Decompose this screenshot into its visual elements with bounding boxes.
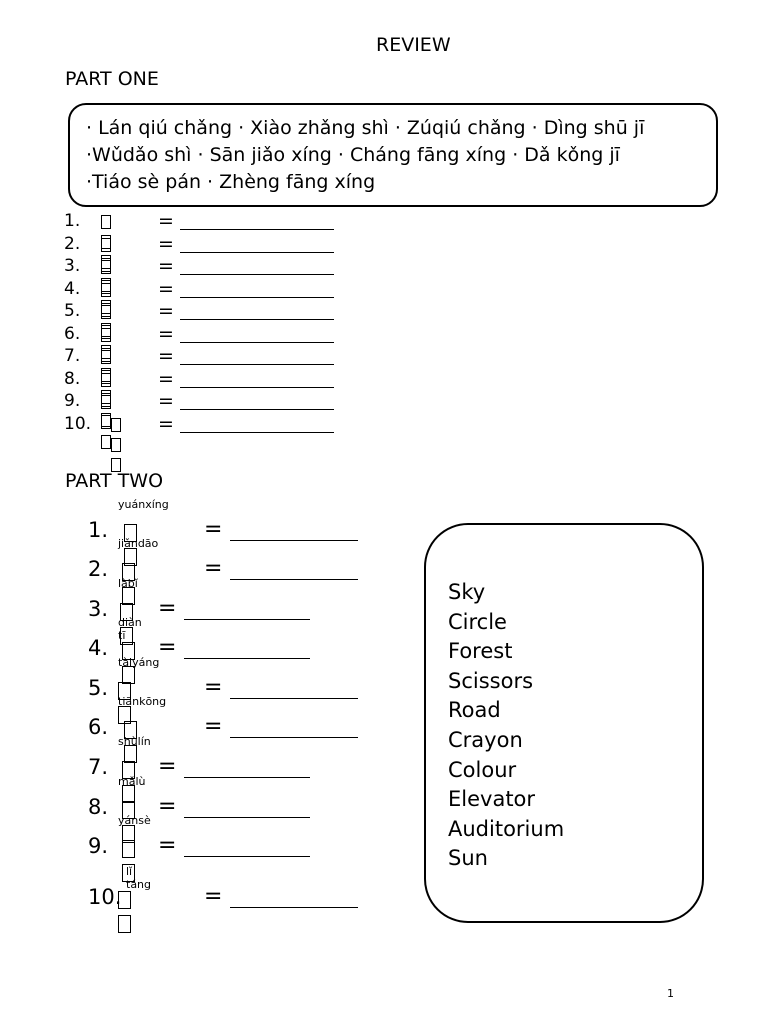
missing-glyph-icon [101, 238, 111, 252]
equals-sign: = [158, 233, 174, 255]
missing-glyph-icon [122, 840, 135, 858]
answer-blank[interactable] [180, 409, 334, 410]
pinyin-label: diàn tī [118, 616, 142, 642]
question-number: 9. [64, 391, 81, 411]
equals-sign: = [158, 413, 174, 435]
chinese-characters [118, 887, 137, 935]
answer-blank[interactable] [180, 274, 334, 275]
chinese-characters [111, 415, 123, 475]
word-bank-item: Sun [448, 846, 488, 871]
question-number: 1. [88, 518, 109, 542]
word-bank-item: Sky [448, 580, 486, 604]
answer-blank[interactable] [180, 229, 334, 230]
answer-blank[interactable] [184, 817, 310, 818]
missing-glyph-icon [101, 435, 111, 449]
equals-sign: = [204, 556, 223, 581]
answer-blank[interactable] [180, 432, 334, 433]
word-bank-line: ·Wǔdǎo shì · Sān jiǎo xíng · Cháng fāng xíng · Dǎ kǒng jī [86, 144, 620, 166]
question-number: 7. [64, 346, 81, 366]
pinyin-label: yuánxíng [118, 498, 169, 511]
equals-sign: = [158, 210, 174, 232]
equals-sign: = [158, 635, 177, 660]
question-number: 8. [88, 795, 109, 819]
word-bank-item: Crayon [448, 728, 523, 752]
answer-blank[interactable] [180, 342, 334, 343]
pinyin-label: tiānkōng [118, 695, 167, 708]
missing-glyph-icon [101, 215, 111, 229]
equals-sign: = [158, 596, 177, 621]
equals-sign: = [158, 833, 177, 858]
question-number: 2. [88, 557, 109, 581]
question-number: 10. [64, 414, 92, 434]
missing-glyph-icon [111, 418, 121, 432]
equals-sign: = [158, 345, 174, 367]
pinyin-label: tàiyáng [118, 656, 160, 669]
equals-sign: = [204, 517, 223, 542]
answer-blank[interactable] [180, 387, 334, 388]
answer-blank[interactable] [230, 698, 358, 699]
question-number: 4. [64, 279, 81, 299]
missing-glyph-icon [101, 395, 111, 409]
answer-blank[interactable] [230, 907, 358, 908]
word-bank-item: Road [448, 698, 501, 723]
pinyin-label: jiǎndāo [118, 537, 159, 550]
answer-blank[interactable] [184, 856, 310, 857]
question-number: 6. [88, 715, 109, 739]
equals-sign: = [158, 390, 174, 412]
question-number: 4. [88, 636, 109, 660]
equals-sign: = [158, 794, 177, 819]
part-one-heading: PART ONE [65, 68, 159, 90]
equals-sign: = [204, 884, 223, 909]
equals-sign: = [158, 255, 174, 277]
equals-sign: = [158, 323, 174, 345]
pinyin-label: mǎlù [118, 775, 146, 788]
part-two-heading: PART TWO [65, 470, 164, 492]
equals-sign: = [158, 278, 174, 300]
answer-blank[interactable] [230, 540, 358, 541]
missing-glyph-icon [101, 283, 111, 297]
question-number: 3. [88, 597, 109, 621]
missing-glyph-icon [111, 438, 121, 452]
question-number: 1. [64, 211, 81, 231]
equals-sign: = [204, 714, 223, 739]
word-bank-item: Forest [448, 639, 513, 664]
question-number: 10. [88, 885, 122, 909]
word-bank-item: Circle [448, 609, 507, 634]
answer-blank[interactable] [180, 297, 334, 298]
missing-glyph-icon [101, 260, 111, 274]
missing-glyph-icon [101, 373, 111, 387]
question-number: 2. [64, 234, 81, 254]
page-title: REVIEW [376, 34, 451, 56]
word-bank-line: ·Tiáo sè pán · Zhèng fāng xíng [86, 171, 376, 193]
pinyin-label: làbǐ [118, 577, 138, 590]
missing-glyph-icon [101, 305, 111, 319]
question-number: 6. [64, 324, 81, 344]
answer-blank[interactable] [230, 737, 358, 738]
missing-glyph-icon [101, 415, 111, 429]
answer-blank[interactable] [184, 658, 310, 659]
answer-blank[interactable] [180, 364, 334, 365]
question-number: 8. [64, 369, 81, 389]
part-two-word-bank [424, 523, 704, 923]
missing-glyph-icon [118, 891, 131, 909]
question-number: 3. [64, 256, 81, 276]
word-bank-line: · Lán qiú chǎng · Xiào zhǎng shì · Zúqiú chǎng · Dìng shū jī [86, 117, 645, 139]
word-bank-item: Scissors [448, 668, 534, 693]
missing-glyph-icon [101, 328, 111, 342]
answer-blank[interactable] [180, 252, 334, 253]
answer-blank[interactable] [184, 777, 310, 778]
question-number: 7. [88, 755, 109, 779]
word-bank-item: Colour [448, 757, 517, 782]
answer-blank[interactable] [180, 319, 334, 320]
missing-glyph-icon [118, 915, 131, 933]
equals-sign: = [204, 675, 223, 700]
question-number: 5. [64, 301, 81, 321]
answer-blank[interactable] [230, 579, 358, 580]
pinyin-label: yánsè [118, 814, 151, 827]
question-number: 5. [88, 676, 109, 700]
answer-blank[interactable] [184, 619, 310, 620]
part-one-word-bank [68, 103, 718, 207]
equals-sign: = [158, 754, 177, 779]
equals-sign: = [158, 368, 174, 390]
page-number: 1 [667, 987, 674, 1000]
word-bank-item: Elevator [448, 787, 536, 812]
equals-sign: = [158, 300, 174, 322]
pinyin-label: lǐ táng [126, 865, 152, 891]
missing-glyph-icon [101, 350, 111, 364]
pinyin-label: shùlín [118, 735, 151, 748]
word-bank-item: Auditorium [448, 816, 565, 841]
question-number: 9. [88, 834, 109, 858]
